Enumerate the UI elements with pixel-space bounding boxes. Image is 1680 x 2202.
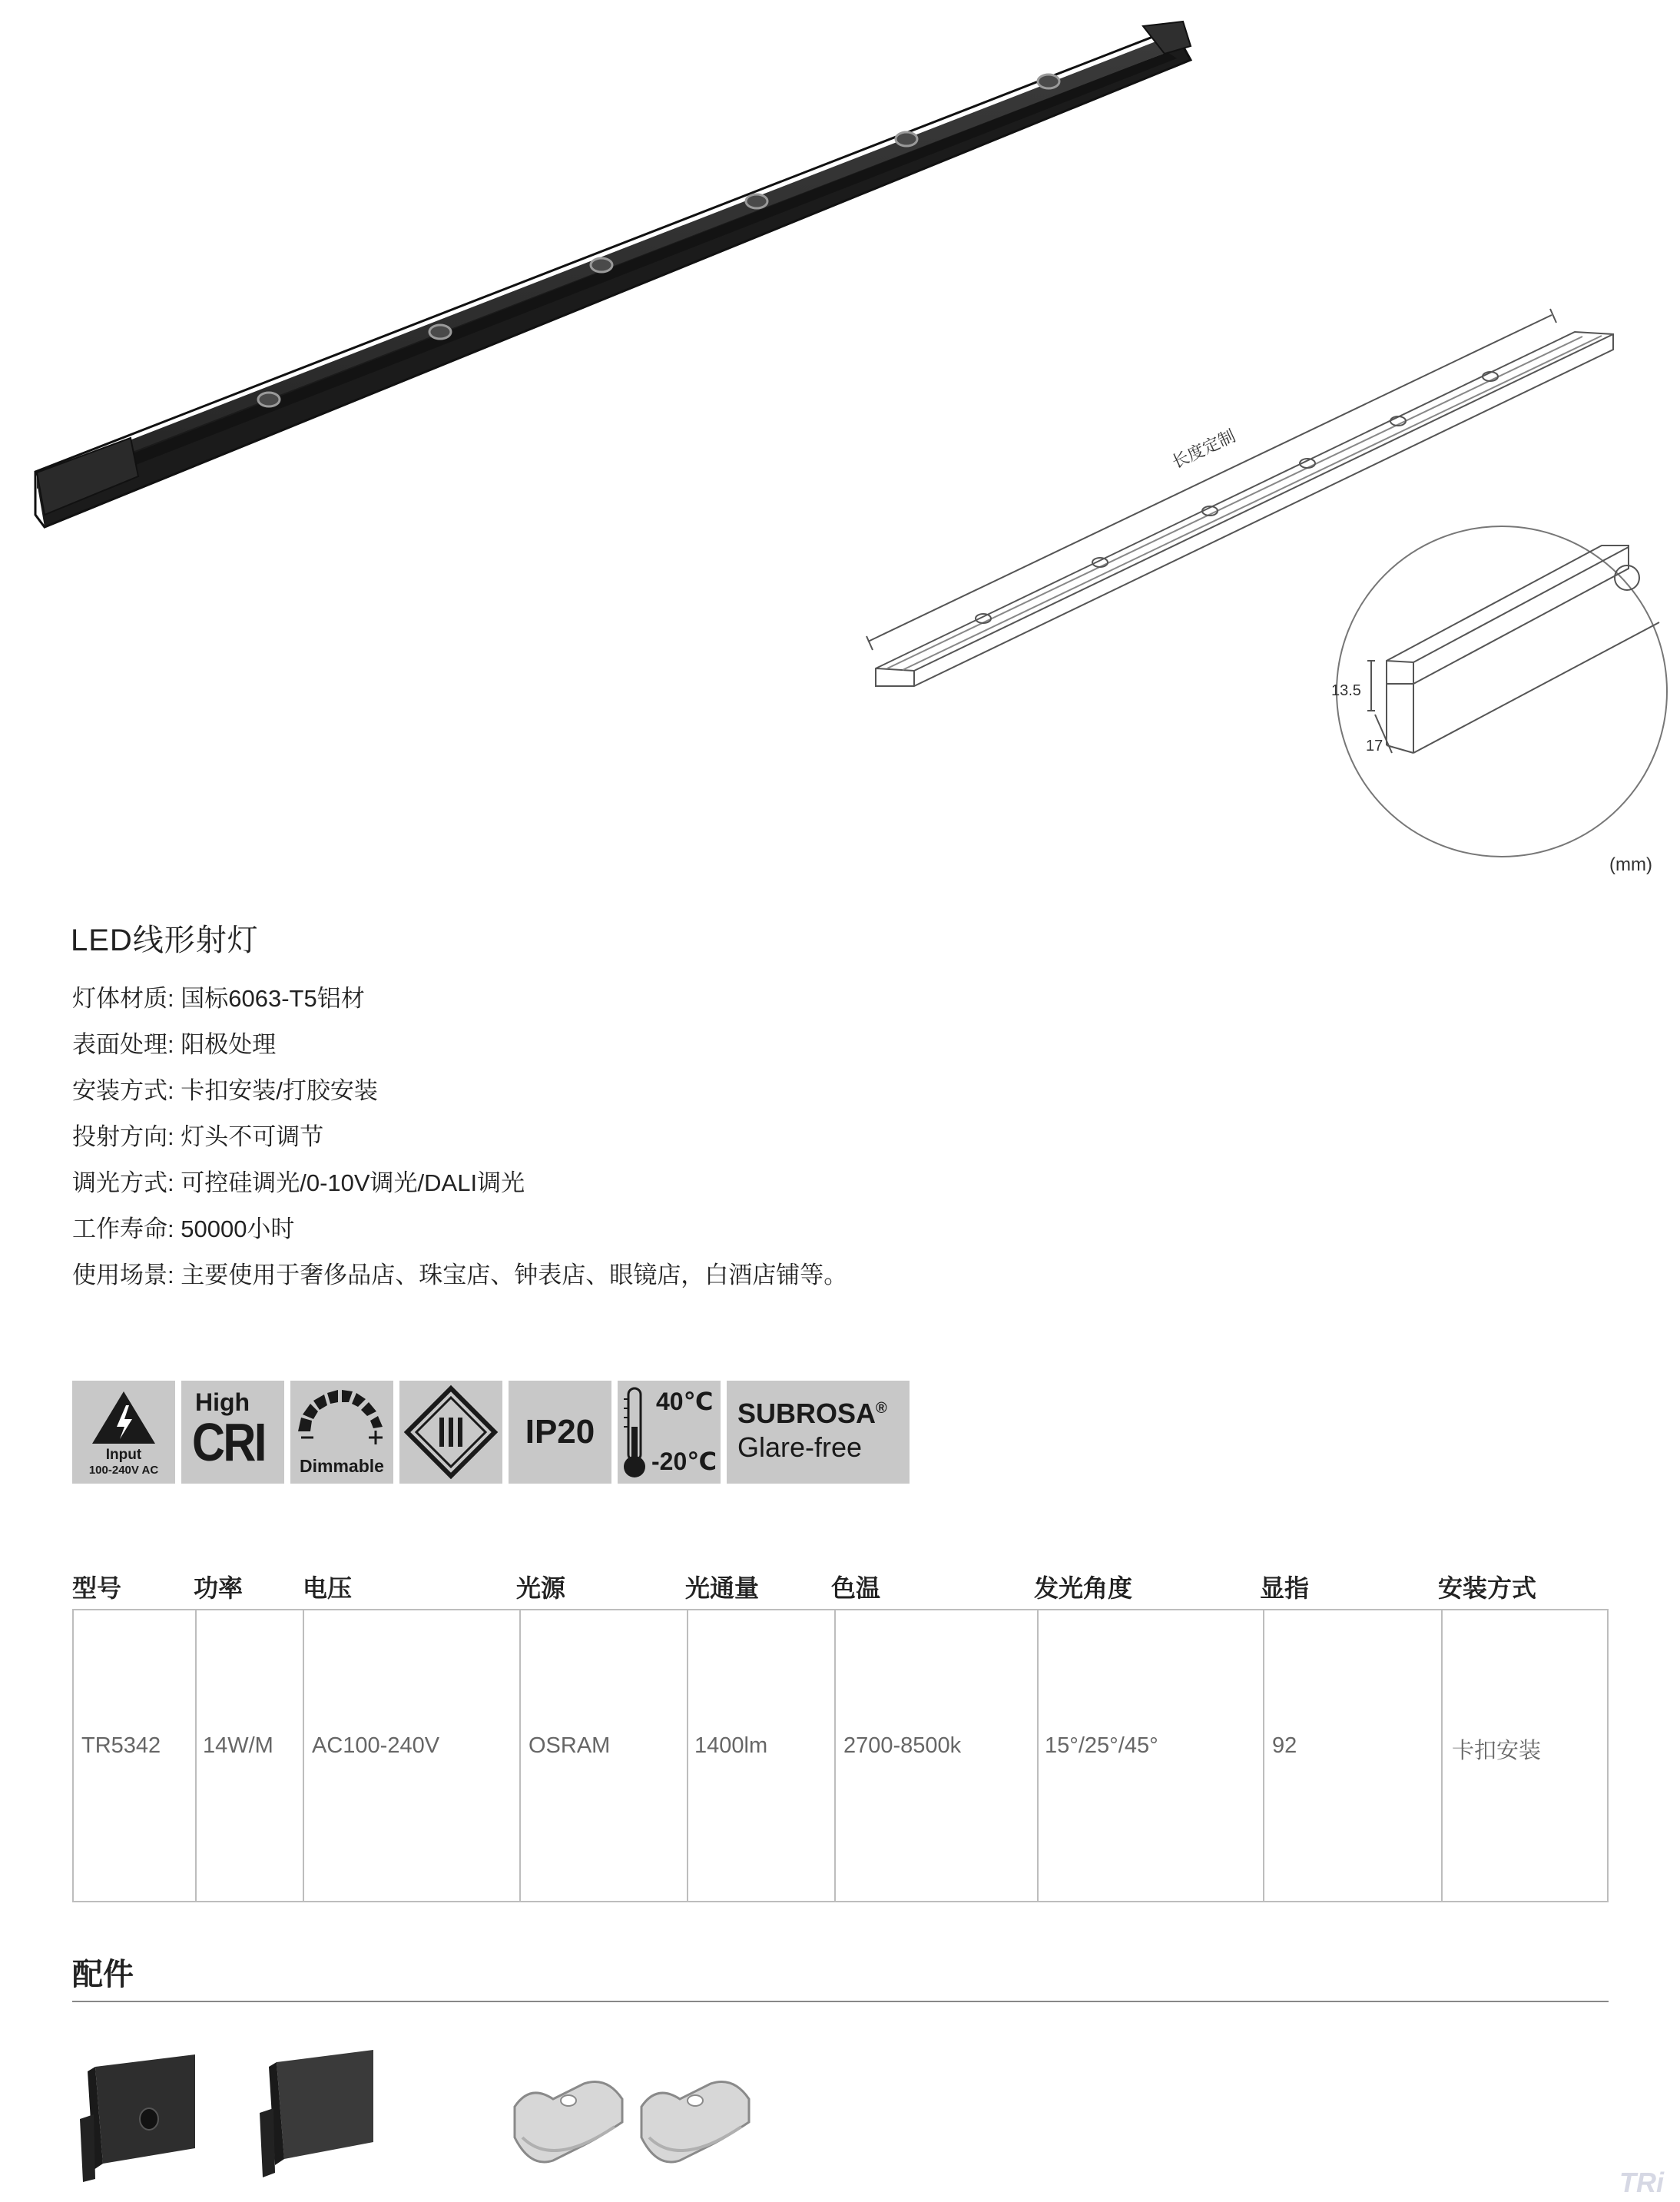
spec-table <box>72 1609 1609 1902</box>
subrosa-badge <box>727 1381 910 1484</box>
spec-installation: 安装方式: 卡扣安装/打胶安装 <box>72 1077 378 1104</box>
header-color-temp: 色温 <box>831 1574 881 1602</box>
subrosa-label <box>737 1398 887 1430</box>
cell-light-source: OSRAM <box>529 1733 611 1758</box>
temperature-badge <box>618 1381 721 1484</box>
cell-beam-angle: 15°/25°/45° <box>1045 1733 1158 1758</box>
dimmable-badge <box>290 1381 393 1484</box>
ip20-badge <box>509 1381 611 1484</box>
cell-power: 14W/M <box>203 1733 273 1758</box>
cri-label: CRI <box>192 1412 265 1472</box>
subrosa-brand: SUBROSA <box>737 1398 876 1429</box>
spec-table-header <box>72 1569 1609 1606</box>
cell-luminous-flux: 1400lm <box>694 1733 768 1758</box>
class-iii-diamond-icon <box>399 1381 502 1484</box>
cell-color-temp: 2700-8500k <box>843 1733 962 1758</box>
spec-direction: 投射方向: 灯头不可调节 <box>72 1123 324 1150</box>
thermometer-icon <box>621 1381 651 1484</box>
cell-model: TR5342 <box>81 1733 161 1758</box>
header-voltage: 电压 <box>303 1574 353 1602</box>
header-beam-angle: 发光角度 <box>1034 1574 1133 1602</box>
dimmable-label: Dimmable <box>300 1456 384 1476</box>
end-cap-with-hole-image <box>72 2048 203 2187</box>
ip-rating-label: IP20 <box>525 1413 595 1451</box>
mounting-clips-image <box>507 2053 768 2184</box>
brand-watermark: TRi <box>1619 2167 1664 2198</box>
spec-list <box>72 976 847 1298</box>
cell-cri: 92 <box>1272 1733 1297 1758</box>
input-voltage-label: 100-240V AC <box>88 1464 159 1477</box>
spec-usage: 使用场景: 主要使用于奢侈品店、珠宝店、钟表店、眼镜店，白酒店铺等。 <box>72 1262 848 1288</box>
dimension-height-label: 13.5 <box>1331 682 1361 699</box>
spec-dimming: 调光方式: 可控硅调光/0-10V调光/DALI调光 <box>72 1169 525 1196</box>
input-label: Input <box>105 1447 142 1463</box>
header-installation: 安装方式 <box>1438 1574 1537 1602</box>
header-power: 功率 <box>194 1574 244 1602</box>
registered-mark: ® <box>876 1400 887 1417</box>
spec-lifetime: 工作寿命: 50000小时 <box>72 1215 295 1242</box>
spec-surface: 表面处理: 阳极处理 <box>72 1031 277 1058</box>
dimension-width-label: 17 <box>1366 738 1383 754</box>
product-title: LED线形射灯 <box>71 924 259 957</box>
accessories-divider <box>72 2001 1609 2002</box>
dimmer-arc-icon <box>290 1381 393 1450</box>
spec-material: 灯体材质: 国标6063-T5铝材 <box>72 985 365 1012</box>
input-voltage-badge <box>72 1381 175 1484</box>
class-iii-badge <box>399 1381 502 1484</box>
unit-label: (mm) <box>1609 854 1652 875</box>
accessories-title: 配件 <box>72 1958 134 1991</box>
cell-installation: 卡扣安装 <box>1452 1739 1542 1763</box>
glare-free-label: Glare-free <box>737 1431 863 1463</box>
end-cap-blank-image <box>253 2044 384 2187</box>
temp-low-label: -20℃ <box>651 1448 717 1475</box>
header-light-source: 光源 <box>516 1574 566 1602</box>
cell-voltage: AC100-240V <box>312 1733 440 1758</box>
temp-high-label: 40℃ <box>656 1388 714 1415</box>
header-model: 型号 <box>72 1574 122 1602</box>
length-custom-label: 长度定制 <box>1168 426 1239 473</box>
high-cri-badge <box>181 1381 284 1484</box>
dimension-diagram <box>845 292 1680 876</box>
header-luminous-flux: 光通量 <box>685 1574 760 1602</box>
header-cri: 显指 <box>1260 1574 1310 1602</box>
cri-high-label: High <box>195 1388 250 1416</box>
